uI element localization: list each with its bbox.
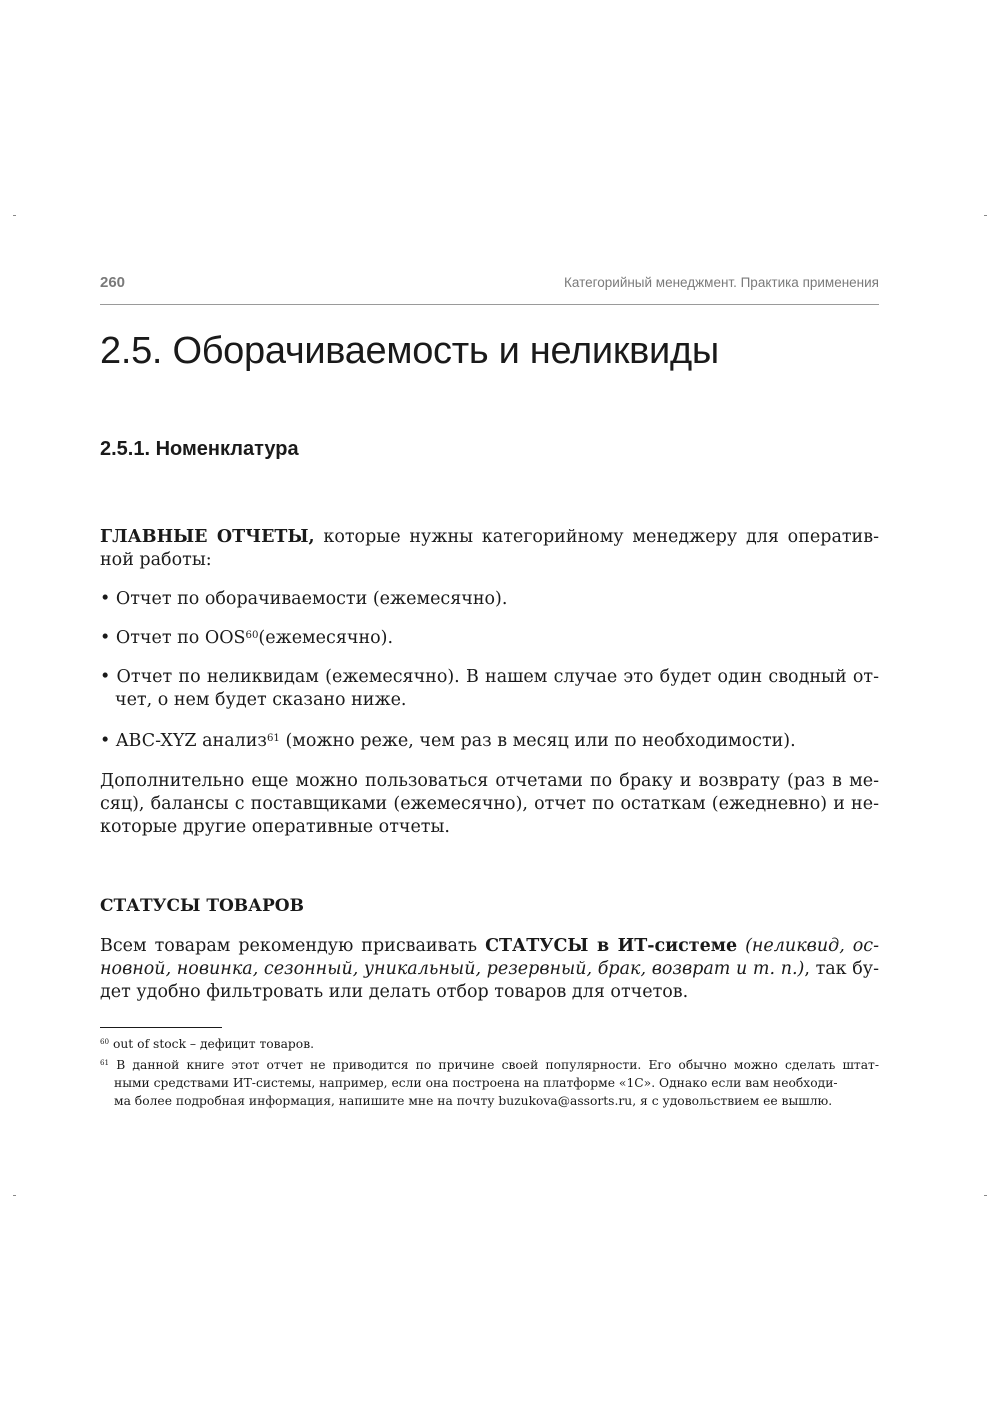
footnote-separator bbox=[100, 1027, 222, 1028]
bullet-illiquid-report: • Отчет по неликвидам (ежемесячно). В нашем случае это будет один сводный от- чет, о нем будет сказано ниже. bbox=[100, 667, 879, 710]
running-header bbox=[100, 270, 879, 305]
page-number: 260 bbox=[100, 274, 126, 291]
intro-paragraph bbox=[100, 526, 879, 572]
footnote-ref-61: 61 bbox=[266, 732, 280, 744]
intro-line-1: ГЛАВНЫЕ ОТЧЕТЫ, которые нужны категорийному менеджеру для оператив- bbox=[100, 527, 879, 547]
crop-mark-top-right bbox=[984, 215, 987, 216]
footnote-60: $^{60}$ out of stock – дефицит товаров. bbox=[100, 1037, 315, 1051]
intro-line-2: ной работы: bbox=[100, 550, 212, 570]
statuses-paragraph: Всем товарам рекомендую присваивать СТАТУСЫ в ИТ-системе (неликвид, ос- новной, новинка, сезонный, уникальный, резервный, брак, возврат и т. п.), так бу- дет удобно фильтровать или делать отбор товаров для отчетов. bbox=[100, 936, 880, 1002]
intro-bold: ГЛАВНЫЕ ОТЧЕТЫ, bbox=[100, 527, 315, 547]
bullet-oos-report: • Отчет по OOS$^{60}$(ежемесячно). bbox=[100, 628, 394, 648]
footnote-61: $^{61}$ В данной книге этот отчет не приводится по причине своей популярности. Его обычно можно сделать штат- ными средствами ИТ-системы, например, если она построена на платформе «1С». Однако если вам необходи- ма более подробная информация, напишите мне на почту buzukova@assorts.ru, я с удовольствием ее вышлю. bbox=[100, 1058, 879, 1108]
crop-mark-bottom-left bbox=[13, 1195, 16, 1196]
additional-reports-paragraph: Дополнительно еще можно пользоваться отчетами по браку и возврату (раз в ме- сяц), балансы с поставщиками (ежемесячно), отчет по остаткам (ежедневно) и не- которые другие оперативные отчеты. bbox=[100, 771, 879, 837]
bullet-turnover-report: • Отчет по оборачиваемости (ежемесячно). bbox=[100, 589, 508, 609]
crop-mark-top-left bbox=[13, 215, 16, 216]
running-title: Категорийный менеджмент. Практика применения bbox=[564, 275, 879, 290]
footnote-ref-60: 60 bbox=[245, 629, 259, 641]
subsection-title: 2.5.1. Номенклатура bbox=[100, 438, 299, 460]
section-title: 2.5. Оборачиваемость и неликвиды bbox=[100, 330, 719, 372]
crop-mark-bottom-right bbox=[984, 1195, 987, 1196]
statuses-bold: СТАТУСЫ в ИТ-системе bbox=[485, 936, 738, 956]
statuses-heading: СТАТУСЫ ТОВАРОВ bbox=[100, 896, 304, 916]
bullet-abc-xyz: • ABC-XYZ анализ$^{61}$ (можно реже, чем раз в месяц или по необходимости). bbox=[100, 731, 796, 751]
